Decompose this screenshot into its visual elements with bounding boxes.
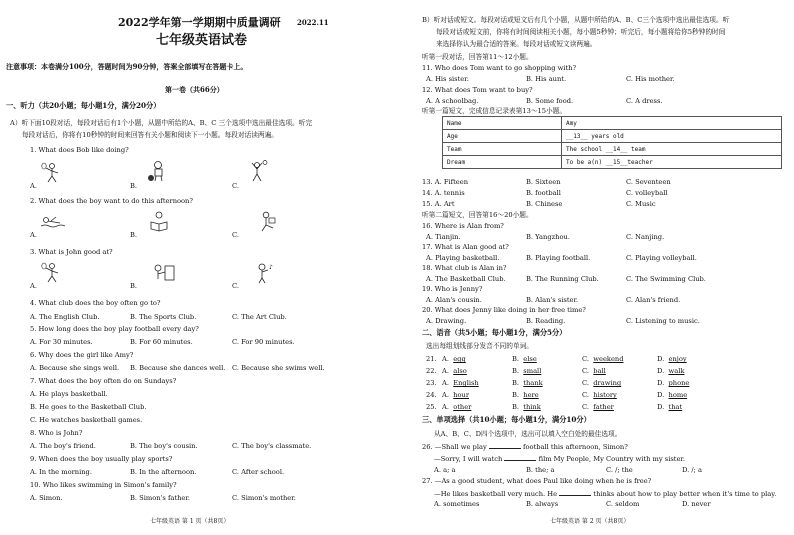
question-7: 7. What does the boy often do on Sundays? <box>30 377 177 385</box>
table-cell: __13__ years old <box>562 130 782 143</box>
word: walk <box>668 367 685 375</box>
question-9: 9. When does the boy usually play sports? <box>30 455 173 463</box>
section2-heading: 二、语音（共5小题；每小题1分，满分5分） <box>422 328 567 337</box>
answer-blank <box>489 442 521 449</box>
word: else <box>523 355 537 363</box>
question-18: 18. What club is Alan in? <box>422 264 507 272</box>
phonetics-number: 22. <box>426 367 437 375</box>
option-17c: C. Playing volleyball. <box>626 254 697 262</box>
word: home <box>668 391 688 399</box>
option-6a: A. Because she sings well. <box>30 364 120 372</box>
option-7b: B. He goes to the Basketball Club. <box>30 403 147 411</box>
option-26c: C. /; the <box>606 466 633 474</box>
table-row <box>443 130 782 143</box>
page-right <box>402 0 794 535</box>
question-3: 3. What is John good at? <box>30 248 113 256</box>
question-15: 15. A. Art <box>422 200 455 208</box>
question-5: 5. How long does the boy play football every day? <box>30 325 199 333</box>
question-11: 11. Who does Tom want to go shopping with? <box>422 64 577 72</box>
word: father <box>593 403 614 411</box>
option-20b: B. Reading. <box>526 317 566 325</box>
option-6c: C. Because she swims well. <box>232 364 325 372</box>
sectionB-instructions-2: 每段对话或短文前，你将有时间阅读相关小题，每小题5秒钟；听完后，每小题将给你5秒钟的时间 <box>436 28 726 36</box>
question-4: 4. What club does the boy often go to? <box>30 299 161 307</box>
question-13: 13. A. Fifteen <box>422 178 469 186</box>
answer-blank <box>504 454 536 461</box>
question-20: 20. What does Jenny like doing in her free time? <box>422 306 586 314</box>
boy-painting-icon <box>150 262 176 284</box>
question-8: 8. Who is John? <box>30 429 83 437</box>
word: hour <box>453 391 470 399</box>
singer-icon <box>250 262 276 284</box>
option-3c: C. <box>232 282 240 290</box>
phonetics-option-d: D. phone <box>657 379 690 387</box>
option-5a: A. For 30 minutes. <box>30 338 93 346</box>
phonetics-option-c: C. weekend <box>582 355 624 363</box>
section1-heading: 一、听力（共20小题；每小题1分，满分20分） <box>6 101 161 110</box>
table-cell: Amy <box>562 117 782 130</box>
question-26-line1 <box>422 442 628 451</box>
word: phone <box>668 379 690 387</box>
option-19c: C. Alan's friend. <box>626 296 681 304</box>
boy-with-football-icon <box>146 160 172 182</box>
part1-heading: 第一卷（共66分） <box>165 85 224 94</box>
phonetics-number: 24. <box>426 391 437 399</box>
word: also <box>453 367 467 375</box>
question-27-line1: 27. —As a good student, what does Paul like doing when he is free? <box>422 477 652 485</box>
option-16c: C. Nanjing. <box>626 233 665 241</box>
phonetics-option-b: B. small <box>512 367 542 375</box>
question-26-line2 <box>434 454 685 463</box>
phonetics-option-d: D. that <box>657 403 683 411</box>
q26-text-c: —Sorry, I will watch <box>434 455 503 463</box>
question-16: 16. Where is Alan from? <box>422 222 504 230</box>
phonetics-option-d: D. home <box>657 391 688 399</box>
sectionB-instructions-3: 来选择你认为最合适的答案。每段对话或短文读两遍。 <box>436 40 597 48</box>
phonetics-number: 21. <box>426 355 437 363</box>
option-11c: C. His mother. <box>626 75 675 83</box>
option-8b: B. The boy's cousin. <box>130 442 198 450</box>
option-18c: C. The Swimming Club. <box>626 275 706 283</box>
table-row <box>443 117 782 130</box>
exam-date: 2022.11 <box>297 18 329 27</box>
option-14b: B. football <box>526 189 561 197</box>
option-14c: C. volleyball <box>626 189 668 197</box>
phonetics-option-d: D. walk <box>657 367 685 375</box>
option-10c: C. Simon's mother. <box>232 494 296 502</box>
svg-text:♪: ♪ <box>269 264 273 271</box>
phonetics-option-a: A. hour <box>442 391 470 399</box>
option-16a: A. Tianjin. <box>426 233 461 241</box>
word: history <box>593 391 617 399</box>
table-cell: Dream <box>443 156 562 169</box>
option-27b: B. always <box>526 500 559 508</box>
option-10a: A. Simon. <box>30 494 63 502</box>
option-17b: B. Playing football. <box>526 254 591 262</box>
option-13b: B. Sixteen <box>526 178 561 186</box>
option-4b: B. The Sports Club. <box>130 313 197 321</box>
sectionA-instructions-2: 每段对话后，你将有10秒钟的时间来回答有关小题和阅读下一小题。每段对话读两遍。 <box>22 131 278 139</box>
word: here <box>523 391 539 399</box>
phonetics-option-b: B. else <box>512 355 537 363</box>
listening-intro-2: 听第一篇短文，完成信息记录表第13～15小题。 <box>422 107 567 115</box>
option-16b: B. Yangzhou. <box>526 233 570 241</box>
phonetics-option-c: C. drawing <box>582 379 622 387</box>
volleyball-player-icon <box>244 160 270 182</box>
table-cell: Name <box>443 117 562 130</box>
word: egg <box>453 355 466 363</box>
option-27c: C. seldom <box>606 500 640 508</box>
q26-text-d: film My People, My Country with my sister. <box>538 455 685 463</box>
option-13c: C. Seventeen <box>626 178 671 186</box>
badminton-player-icon <box>40 162 66 184</box>
table-cell: Team <box>443 143 562 156</box>
option-15c: C. Music <box>626 200 656 208</box>
word: ball <box>593 367 606 375</box>
option-7a: A. He plays basketball. <box>30 390 108 398</box>
option-27a: A. sometimes <box>434 500 480 508</box>
exam-subtitle: 七年级英语试卷 <box>156 33 248 48</box>
word: other <box>453 403 472 411</box>
option-11b: B. His aunt. <box>526 75 567 83</box>
option-9c: C. After school. <box>232 468 285 476</box>
phonetics-option-b: B. think <box>512 403 541 411</box>
word: thank <box>523 379 543 387</box>
section3-heading: 三、单项选择（共10小题；每小题1分，满分10分） <box>422 415 591 424</box>
question-14: 14. A. tennis <box>422 189 465 197</box>
table-cell: To be a(n) __15__teacher <box>562 156 782 169</box>
option-6b: B. Because she dances well. <box>130 364 226 372</box>
option-2a: A. <box>30 231 37 239</box>
sectionA-instructions-1: A）听下面10段对话，每段对话后有1个小题，从题中所给的A、B、C 三个选项中选出最佳选项。听完 <box>10 119 313 127</box>
option-1b: B. <box>130 182 138 190</box>
table-row <box>443 143 782 156</box>
option-18a: A. The Basketball Club. <box>426 275 506 283</box>
phonetics-option-a: A. English <box>442 379 479 387</box>
question-17: 17. What is Alan good at? <box>422 243 509 251</box>
phonetics-option-c: C. father <box>582 403 614 411</box>
option-15b: B. Chinese <box>526 200 563 208</box>
question-1: 1. What does Bob like doing? <box>30 146 129 154</box>
section2-intro: 选出每组划线部分发音不同的单词。 <box>426 342 533 350</box>
option-8a: A. The boy's friend. <box>30 442 96 450</box>
swimmer-icon <box>40 210 66 232</box>
phonetics-option-c: C. ball <box>582 367 606 375</box>
option-27d: D. never <box>682 500 711 508</box>
page-left <box>0 0 394 535</box>
word: that <box>668 403 683 411</box>
option-12c: C. A dress. <box>626 97 663 105</box>
question-19: 19. Who is Jenny? <box>422 285 483 293</box>
answer-blank <box>559 489 591 496</box>
question-6: 6. Why does the girl like Amy? <box>30 351 134 359</box>
option-26a: A. a; a <box>434 466 456 474</box>
phonetics-option-c: C. history <box>582 391 617 399</box>
info-record-table <box>442 116 782 169</box>
option-4a: A. The English Club. <box>30 313 100 321</box>
phonetics-option-a: A. also <box>442 367 467 375</box>
word: enjoy <box>668 355 687 363</box>
q27-text-a: —He likes basketball very much. He <box>434 490 558 498</box>
phonetics-number: 23. <box>426 379 437 387</box>
word: small <box>523 367 542 375</box>
notice: 注意事项：本卷满分100分，答题时间为90分钟，答案全部填写在答题卡上。 <box>6 62 248 71</box>
section3-intro: 从A、B、C、D四个选项中，选出可以填入空白处的最佳选项。 <box>434 430 622 438</box>
option-5b: B. For 60 minutes. <box>130 338 193 346</box>
phonetics-option-a: A. other <box>442 403 472 411</box>
boy-reading-icon <box>146 210 172 232</box>
page-footer-1: 七年级英语 第 1 页（共8页） <box>150 518 230 525</box>
option-26d: D. /; a <box>682 466 702 474</box>
option-5c: C. For 90 minutes. <box>232 338 295 346</box>
option-12a: A. A schoolbag. <box>426 97 479 105</box>
q27-text-b: thinks about how to play better when it's time to play. <box>593 490 777 498</box>
option-20c: C. Listening to music. <box>626 317 700 325</box>
option-26b: B. the; a <box>526 466 555 474</box>
question-10: 10. Who likes swimming in Simon's family? <box>30 481 177 489</box>
q26-text-b: football this afternoon, Simon? <box>523 443 628 451</box>
sectionB-instructions-1: B）听对话或短文。每段对话或短文后有几个小题，从题中所给的A、B、C三个选项中选出最佳选项。听 <box>422 16 730 24</box>
phonetics-option-b: B. here <box>512 391 539 399</box>
option-2c: C. <box>232 231 240 239</box>
option-17a: A. Playing basketball. <box>426 254 500 262</box>
phonetics-option-b: B. thank <box>512 379 543 387</box>
question-2: 2. What does the boy want to do this afternoon? <box>30 197 193 205</box>
option-7c: C. He watches basketball games. <box>30 416 143 424</box>
option-18b: B. The Running Club. <box>526 275 599 283</box>
option-19a: A. Alan's cousin. <box>426 296 482 304</box>
word: drawing <box>593 379 622 387</box>
listening-intro-3: 听第二篇短文，回答第16～20小题。 <box>422 211 533 219</box>
table-row <box>443 156 782 169</box>
option-9a: A. In the morning. <box>30 468 92 476</box>
phonetics-option-d: D. enjoy <box>657 355 687 363</box>
option-1a: A. <box>30 182 37 190</box>
question-12: 12. What does Tom want to buy? <box>422 86 533 94</box>
question-27-line2 <box>434 489 776 498</box>
option-9b: B. In the afternoon. <box>130 468 197 476</box>
option-1c: C. <box>232 182 240 190</box>
option-2b: B. <box>130 231 138 239</box>
option-11a: A. His sister. <box>426 75 469 83</box>
option-12b: B. Some food. <box>526 97 574 105</box>
option-3a: A. <box>30 282 37 290</box>
listening-intro-1: 听第一段对话，回答第11～12小题。 <box>422 53 533 61</box>
option-3b: B. <box>130 282 138 290</box>
exam-title: 2022学年第一学期期中质量调研 <box>118 16 281 29</box>
word: English <box>453 379 479 387</box>
option-19b: B. Alan's sister. <box>526 296 579 304</box>
badminton-player-icon-2 <box>40 262 66 284</box>
option-20a: A. Drawing. <box>426 317 467 325</box>
phonetics-option-a: A. egg <box>442 355 466 363</box>
option-10b: B. Simon's father. <box>130 494 190 502</box>
word: weekend <box>593 355 624 363</box>
q26-text-a: 26. —Shall we play <box>422 443 487 451</box>
option-8c: C. The boy's classmate. <box>232 442 312 450</box>
table-cell: Age <box>443 130 562 143</box>
page-footer-2: 七年级英语 第 2 页（共8页） <box>550 518 630 525</box>
option-4c: C. The Art Club. <box>232 313 287 321</box>
girl-reading-icon <box>256 210 282 232</box>
word: think <box>523 403 541 411</box>
table-cell: The school __14__ team <box>562 143 782 156</box>
phonetics-number: 25. <box>426 403 437 411</box>
